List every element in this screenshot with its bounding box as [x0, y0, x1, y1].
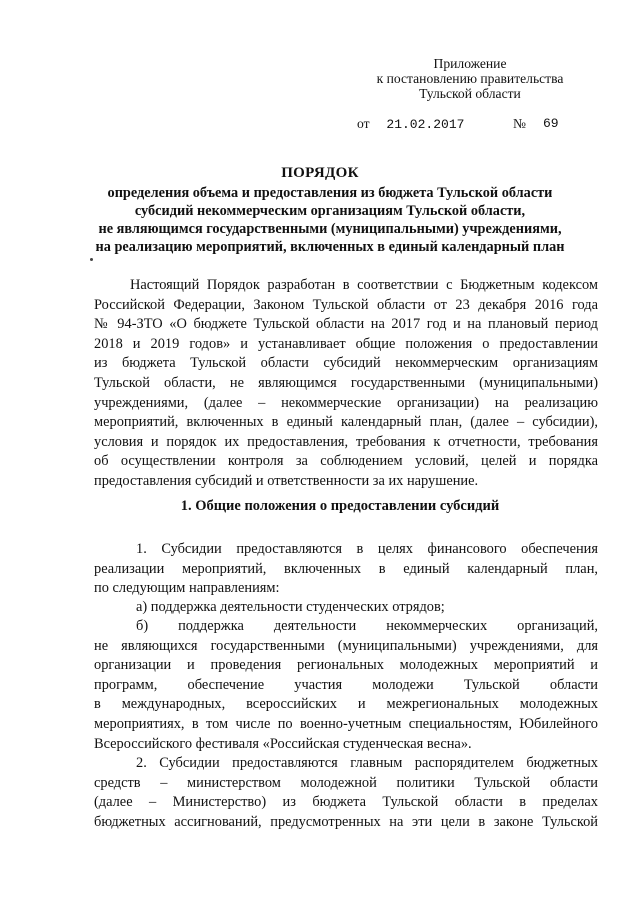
text-line: из бюджета Тульской области субсидий некоммерческим организациям — [94, 355, 598, 372]
appendix-line-2: к постановлению правительства — [376, 71, 564, 86]
text-line: в международных, всероссийских и межрегиональных молодежных — [94, 696, 598, 713]
text-line: мероприятий, включенных в единый календарный план, (далее – субсидии), — [94, 414, 598, 431]
text-line: (далее – Министерство) из бюджета Тульской области в пределах — [94, 794, 598, 811]
text-line: № 94-ЗТО «О бюджете Тульской области на 2017 год и на плановый период — [94, 316, 598, 333]
text-line: Настоящий Порядок разработан в соответствии с Бюджетным кодексом — [130, 277, 598, 293]
document-title: ПОРЯДОК — [281, 165, 359, 181]
text-line: бюджетных ассигнований, предусмотренных на эти цели в законе Тульской — [94, 813, 598, 830]
subtitle-line: не являющимся государственными (муниципальными) учреждениями, — [98, 221, 562, 237]
text-line: предоставления субсидий и ответственности за их нарушение. — [94, 472, 479, 489]
date-value: 21.02.2017 — [386, 117, 465, 132]
number-value: 69 — [543, 116, 559, 131]
item-1b-paragraph — [94, 617, 598, 754]
item-1a-paragraph — [94, 598, 598, 618]
appendix-line-3: Тульской области — [419, 86, 521, 101]
text-line: программ, обеспечение участия молодежи Тульской области — [94, 676, 598, 693]
number-label: № — [513, 116, 526, 131]
text-line: 2018 и 2019 годов» и устанавливает общие положения о предоставлении — [94, 335, 598, 352]
text-line: 2. Субсидии предоставляются главным распорядителем бюджетных — [136, 755, 598, 771]
text-line: 1. Субсидии предоставляются в целях финансового обеспечения — [136, 541, 598, 557]
item-1-paragraph — [94, 540, 598, 599]
text-line: а) поддержка деятельности студенческих отрядов; — [136, 599, 445, 615]
date-from-label: от — [357, 116, 370, 131]
subtitle-line: определения объема и предоставления из бюджета Тульской области — [107, 185, 553, 201]
subtitle-line: на реализацию мероприятий, включенных в единый календарный план — [95, 239, 565, 255]
stray-mark — [90, 258, 93, 261]
text-line: условия и порядок их предоставления, требования к отчетности, требования — [94, 433, 598, 450]
date-number-line — [357, 116, 597, 133]
text-line: средств – министерством молодежной политики Тульской области — [94, 774, 598, 791]
text-line: учреждениями, (далее – некоммерческие организации) на реализацию — [94, 394, 598, 411]
text-line: об осуществлении контроля за соблюдением условий, целей и порядка — [94, 453, 598, 470]
text-line: организации и проведения региональных молодежных мероприятий и — [94, 657, 598, 674]
text-line: не являющихся государственными (муниципальными) учреждениями, для — [94, 637, 598, 654]
item-2-paragraph — [94, 754, 598, 832]
document-subtitle — [80, 184, 580, 256]
text-line: Всероссийского фестиваля «Российская студенческая весна». — [94, 735, 472, 752]
section-1-heading: 1. Общие положения о предоставлении субсидий — [180, 498, 500, 514]
text-line: Тульской области, не являющимся государственными (муниципальными) — [94, 374, 598, 391]
text-line: Российской Федерации, Законом Тульской области от 23 декабря 2016 года — [94, 296, 598, 313]
text-line: по следующим направлениям: — [94, 580, 280, 597]
text-line: мероприятиях, в том числе по военно-учетным специальностям, Юбилейного — [94, 715, 598, 732]
text-line: б) поддержка деятельности некоммерческих организаций, — [136, 618, 598, 634]
subtitle-line: субсидий некоммерческим организациям Тульской области, — [134, 203, 526, 219]
appendix-block — [355, 56, 585, 101]
intro-paragraph — [94, 276, 598, 492]
appendix-line-1: Приложение — [433, 56, 507, 71]
text-line: реализации мероприятий, включенных в единый календарный план, — [94, 560, 598, 577]
